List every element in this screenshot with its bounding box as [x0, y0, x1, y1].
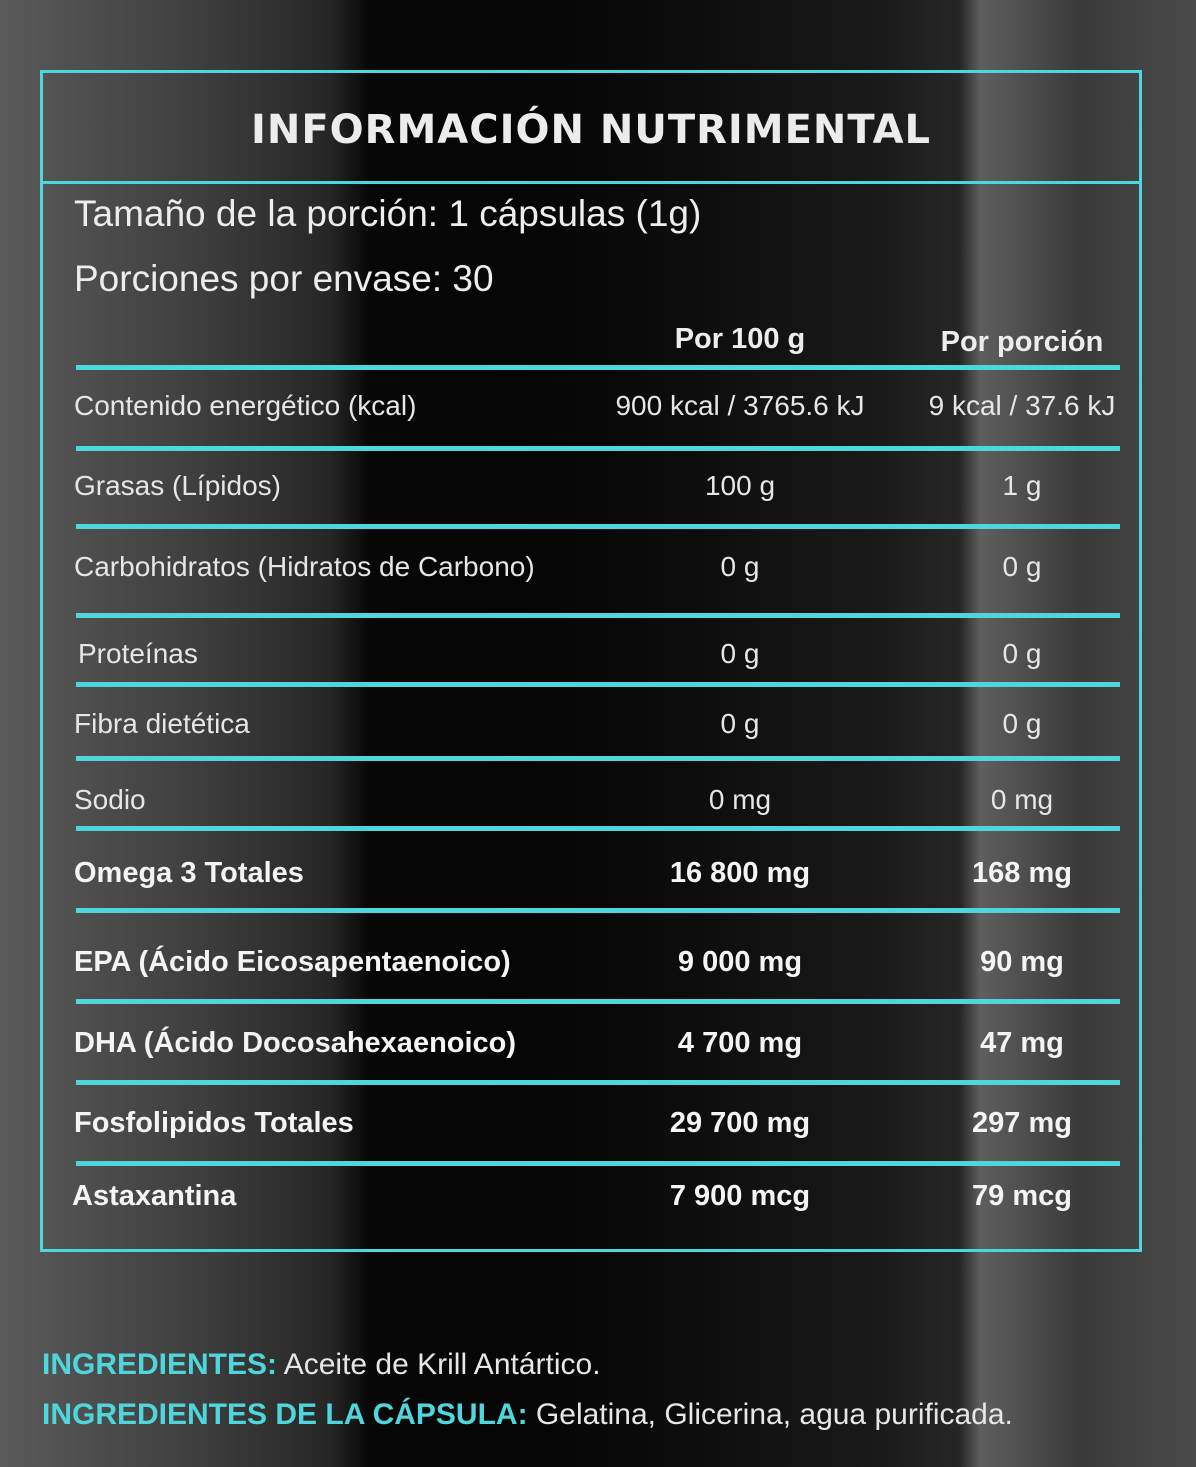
row-value-per-100g: 16 800 mg: [669, 857, 811, 889]
row-value-per-100g: 7 900 mcg: [669, 1180, 811, 1212]
row-label: Grasas (Lípidos): [74, 470, 281, 501]
capsule-ingredients-text: Gelatina, Glicerina, agua purificada.: [527, 1398, 1013, 1431]
row-label: Contenido energético (kcal): [74, 390, 417, 421]
table-rule: [76, 613, 1120, 618]
row-value-per-100g: 0 g: [720, 708, 760, 739]
serving-size: Tamaño de la porción: 1 cápsulas (1g): [74, 193, 702, 234]
row-label: Carbohidratos (Hidratos de Carbono): [74, 551, 535, 582]
row-value-per-serving: 297 mg: [972, 1107, 1072, 1139]
table-rule: [76, 999, 1120, 1004]
row-label: DHA (Ácido Docosahexaenoico): [74, 1027, 517, 1059]
table-row: [0, 1093, 1196, 1153]
row-label: Sodio: [74, 784, 146, 815]
row-value-per-serving: 90 mg: [980, 946, 1064, 978]
row-value-per-serving: 0 g: [1002, 638, 1042, 669]
row-label: Proteínas: [78, 638, 198, 669]
row-value-per-100g: 900 kcal / 3765.6 kJ: [615, 390, 865, 421]
ingredients-text: Aceite de Krill Antártico.: [277, 1348, 601, 1381]
row-label: Fosfolipidos Totales: [74, 1107, 354, 1139]
table-rule: [76, 826, 1120, 831]
row-label: EPA (Ácido Eicosapentaenoico): [74, 946, 511, 978]
table-row: [0, 456, 1196, 516]
row-value-per-serving: 168 mg: [972, 857, 1072, 889]
table-rule: [76, 446, 1120, 451]
table-row: [0, 537, 1196, 597]
column-header-per-serving: Por porción: [940, 326, 1104, 358]
table-rule: [76, 1080, 1120, 1085]
ingredients-label: INGREDIENTES:: [42, 1348, 278, 1381]
table-row: [0, 1166, 1196, 1226]
row-value-per-serving: 0 g: [1002, 708, 1042, 739]
row-value-per-100g: 0 mg: [708, 784, 772, 815]
table-row: [0, 1013, 1196, 1073]
row-value-per-serving: 47 mg: [980, 1027, 1064, 1059]
panel-header: [43, 73, 1139, 184]
row-value-per-serving: 79 mcg: [972, 1180, 1072, 1212]
row-value-per-100g: 100 g: [704, 470, 776, 501]
ingredients-line: [42, 1348, 601, 1382]
row-value-per-serving: 0 g: [1002, 551, 1042, 582]
servings-per-container: Porciones por envase: 30: [74, 258, 494, 299]
column-header-per-100g: Por 100 g: [674, 323, 806, 355]
table-rule: [76, 908, 1120, 913]
row-value-per-100g: 4 700 mg: [677, 1027, 803, 1059]
table-row: [0, 932, 1196, 992]
row-label: Omega 3 Totales: [74, 857, 304, 889]
row-value-per-100g: 29 700 mg: [669, 1107, 811, 1139]
table-rule: [76, 524, 1120, 529]
table-rule: [76, 682, 1120, 687]
table-row: [0, 624, 1196, 684]
table-row: [0, 694, 1196, 754]
table-rule: [76, 365, 1120, 370]
table-rule: [76, 756, 1120, 761]
panel-title: INFORMACIÓN NUTRIMENTAL: [250, 107, 932, 153]
row-value-per-serving: 1 g: [1002, 470, 1042, 501]
row-value-per-serving: 0 mg: [990, 784, 1054, 815]
table-row: [0, 770, 1196, 830]
capsule-ingredients-label: INGREDIENTES DE LA CÁPSULA:: [42, 1398, 528, 1431]
row-label: Astaxantina: [72, 1180, 237, 1212]
table-row: [0, 843, 1196, 903]
row-value-per-100g: 0 g: [720, 551, 760, 582]
row-value-per-100g: 9 000 mg: [677, 946, 803, 978]
row-label: Fibra dietética: [74, 708, 250, 739]
row-value-per-serving: 9 kcal / 37.6 kJ: [928, 390, 1116, 421]
table-row: [0, 376, 1196, 436]
row-value-per-100g: 0 g: [720, 638, 760, 669]
capsule-ingredients-line: [42, 1398, 1013, 1432]
